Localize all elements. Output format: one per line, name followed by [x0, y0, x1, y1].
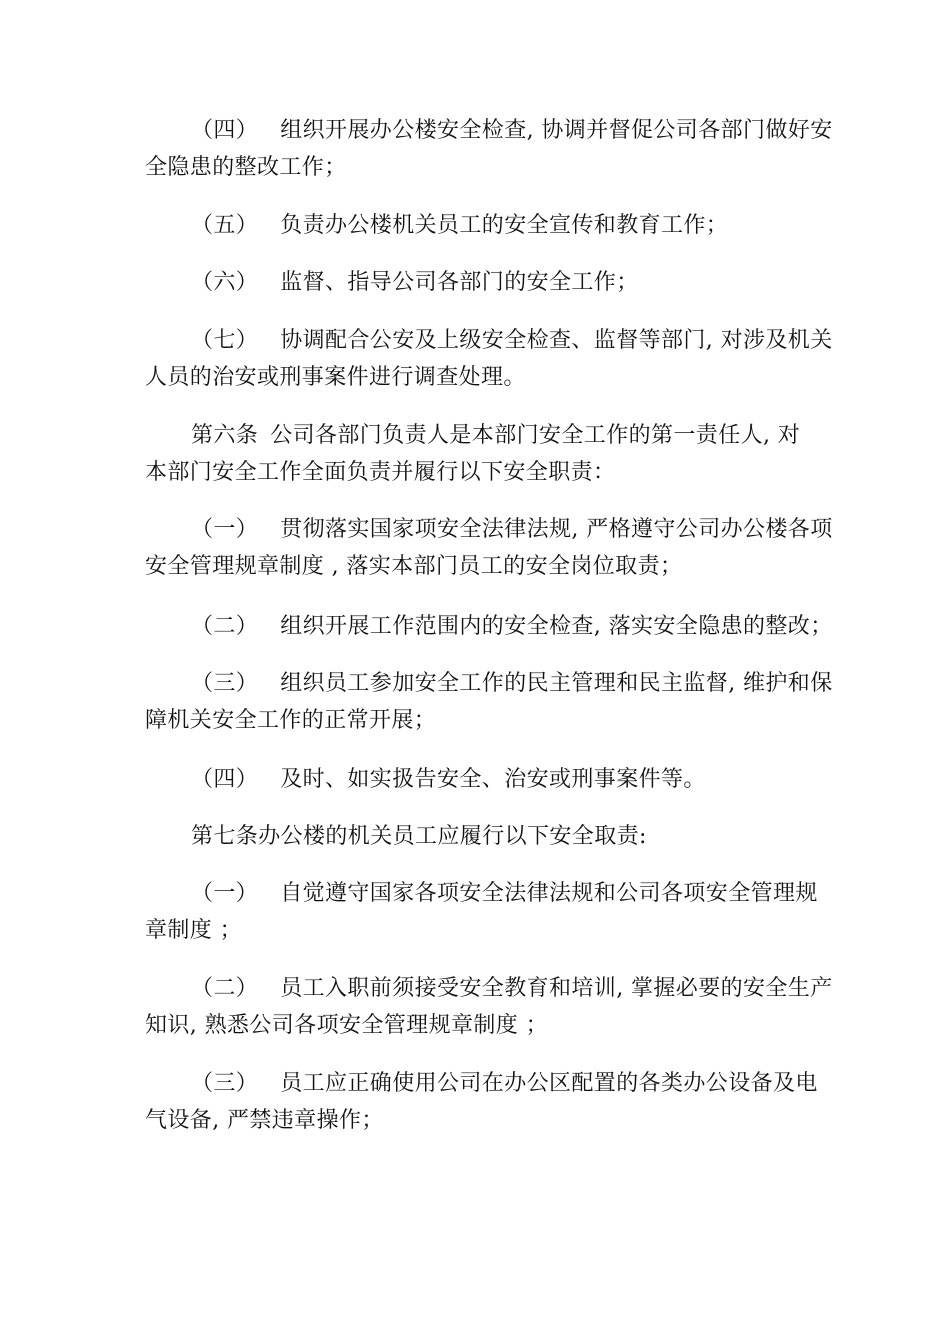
item-text: 员工应正确使用公司在办公区配置的各类办公设备及电	[280, 1071, 818, 1096]
article-text: 办公楼的机关员工应履行以下安全取责:	[258, 824, 647, 849]
paragraph-first-line	[145, 818, 810, 855]
list-item	[145, 511, 833, 585]
item-text-continuation: 全隐患的整改工作；	[145, 155, 347, 180]
item-text: 负责办公楼机关员工的安全宣传和教育工作；	[280, 213, 729, 238]
item-marker: （一）	[191, 881, 259, 906]
paragraph-first-line	[145, 970, 833, 1007]
item-text-continuation: 安全管理规章制度 , 落实本部门员工的安全岗位取责；	[145, 554, 683, 579]
item-marker: （一）	[191, 517, 259, 542]
article-paragraph	[145, 818, 810, 855]
paragraph-first-line	[145, 665, 833, 702]
paragraph-first-line	[145, 207, 810, 244]
item-text: 员工入职前须接受安全教育和培训, 掌握必要的安全生产	[280, 976, 833, 1001]
list-item	[145, 970, 833, 1044]
paragraph-first-line	[145, 761, 810, 798]
item-text: 组织开展工作范围内的安全检查, 落实安全隐患的整改；	[280, 614, 833, 639]
item-marker: （七）	[191, 328, 259, 353]
paragraph-first-line	[145, 511, 833, 548]
list-item	[145, 608, 833, 645]
list-item	[145, 112, 833, 186]
item-text-continuation: 障机关安全工作的正常开展；	[145, 708, 437, 733]
article-marker: 第七条	[191, 824, 259, 849]
item-text-continuation: 人员的治安或刑事案件进行调查处理。	[145, 365, 526, 390]
paragraph-first-line	[145, 112, 833, 149]
paragraph-first-line	[145, 608, 833, 645]
item-marker: （六）	[191, 270, 259, 295]
paragraph-first-line	[145, 1065, 818, 1102]
item-text-continuation: 章制度 ；	[145, 918, 242, 943]
item-text: 协调配合公安及上级安全检查、监督等部门, 对涉及机关	[280, 328, 833, 353]
list-item	[145, 761, 810, 798]
item-marker: （二）	[191, 614, 259, 639]
item-text: 贯彻落实国家项安全法律法规, 严格遵守公司办公楼各项	[280, 517, 833, 542]
list-item	[145, 264, 810, 301]
item-text: 自觉遵守国家各项安全法律法规和公司各项安全管理规	[280, 881, 818, 906]
item-text: 组织员工参加安全工作的民主管理和民主监督, 维护和保	[280, 671, 833, 696]
list-item	[145, 1065, 818, 1139]
item-marker: （三）	[191, 671, 259, 696]
item-marker: （五）	[191, 213, 259, 238]
item-text-continuation: 气设备, 严禁违章操作；	[145, 1108, 384, 1133]
list-item	[145, 322, 833, 396]
list-item	[145, 875, 818, 949]
item-text: 组织开展办公楼安全检查, 协调并督促公司各部门做好安	[280, 118, 833, 143]
item-marker: （四）	[191, 118, 259, 143]
item-text: 及时、如实扱告安全、治安或刑事案件等。	[280, 767, 706, 792]
item-text-continuation: 知识, 熟悉公司各项安全管理规章制度 ；	[145, 1013, 548, 1038]
paragraph-first-line	[145, 322, 833, 359]
item-marker: （三）	[191, 1071, 259, 1096]
item-marker: （四）	[191, 767, 259, 792]
paragraph-first-line	[145, 417, 810, 454]
article-marker: 第六条	[191, 423, 259, 448]
article-text-continuation: 本部门安全工作全面负责并履行以下安全职责：	[145, 460, 616, 485]
list-item	[145, 207, 810, 244]
item-text: 监督、指导公司各部门的安全工作；	[280, 270, 639, 295]
paragraph-first-line	[145, 264, 810, 301]
paragraph-first-line	[145, 875, 818, 912]
list-item	[145, 665, 833, 739]
item-marker: （二）	[191, 976, 259, 1001]
article-text: 公司各部门负责人是本部门安全工作的第一责任人, 对	[270, 423, 801, 448]
article-paragraph	[145, 417, 810, 491]
